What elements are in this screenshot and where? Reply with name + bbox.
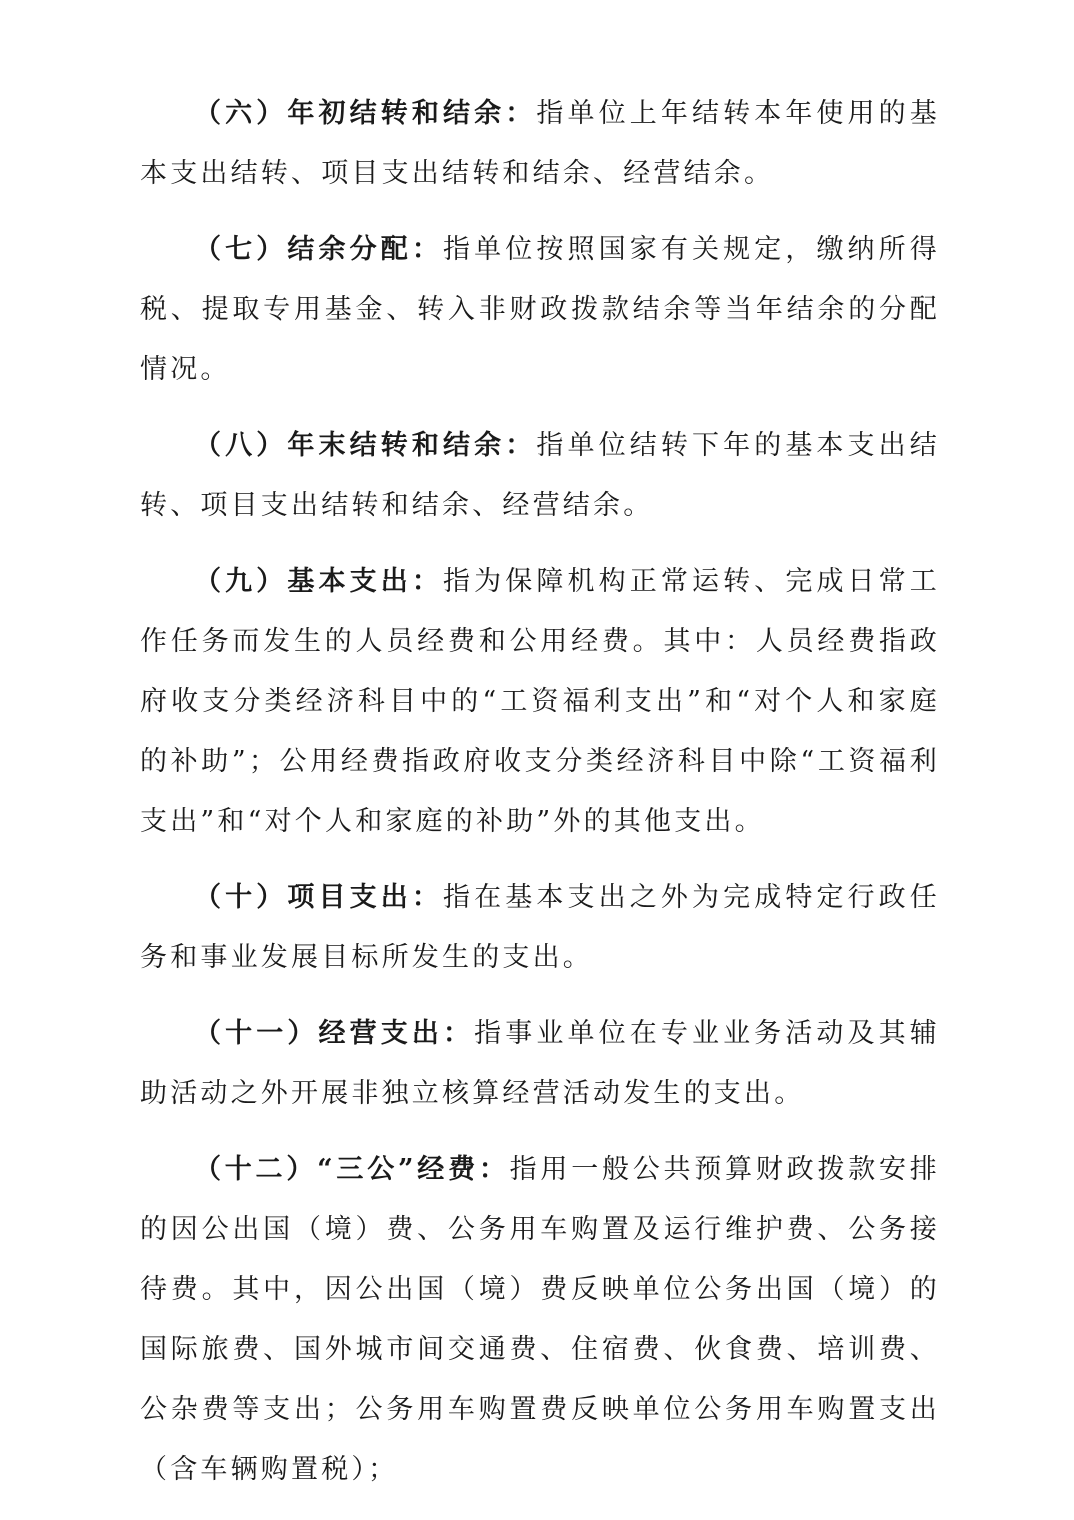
paragraph-heading: （八）年末结转和结余： [194, 430, 537, 461]
paragraph-heading: （六）年初结转和结余： [194, 98, 537, 129]
paragraph-heading: （九）基本支出： [194, 566, 443, 597]
paragraph-heading: （七）结余分配： [194, 234, 443, 265]
paragraph-body: 指在基本支出之外为完成特定行政任务和事业发展目标所发生的支出。 [140, 882, 941, 973]
paragraph-body: 指事业单位在专业业务活动及其辅助活动之外开展非独立核算经营活动发生的支出。 [140, 1018, 940, 1109]
paragraph-11 [140, 1004, 940, 1124]
paragraph-body: 指单位上年结转本年使用的基本支出结转、项目支出结转和结余、经营结余。 [140, 98, 940, 189]
paragraph-heading: （十）项目支出： [194, 882, 443, 913]
paragraph-7 [140, 220, 940, 400]
paragraph-8 [140, 416, 940, 536]
paragraph-body: 指用一般公共预算财政拨款安排的因公出国（境）费、公务用车购置及运行维护费、公务接待费。其中，因公出国（境）费反映单位公务出国（境）的国际旅费、国外城市间交通费、住宿费、伙食费、培训费、公杂费等支出；公务用车购置费反映单位公务用车购置支出（含车辆购置税）； [140, 1154, 940, 1485]
paragraph-12 [140, 1140, 940, 1500]
paragraph-body: 指单位按照国家有关规定，缴纳所得税、提取专用基金、转入非财政拨款结余等当年结余的分配情况。 [140, 234, 941, 385]
paragraph-body: 指为保障机构正常运转、完成日常工作任务而发生的人员经费和公用经费。其中：人员经费指政府收支分类经济科目中的“工资福利支出”和“对个人和家庭的补助”；公用经费指政府收支分类经济科目中除“工资福利支出”和“对个人和家庭的补助”外的其他支出。 [140, 566, 941, 837]
paragraph-body: 指单位结转下年的基本支出结转、项目支出结转和结余、经营结余。 [140, 430, 940, 521]
paragraph-9 [140, 552, 940, 852]
paragraph-6 [140, 84, 940, 204]
paragraph-heading: （十一）经营支出： [194, 1018, 475, 1049]
document-page [140, 84, 940, 1516]
paragraph-10 [140, 868, 940, 988]
paragraph-heading: （十二）“三公”经费： [194, 1154, 510, 1185]
